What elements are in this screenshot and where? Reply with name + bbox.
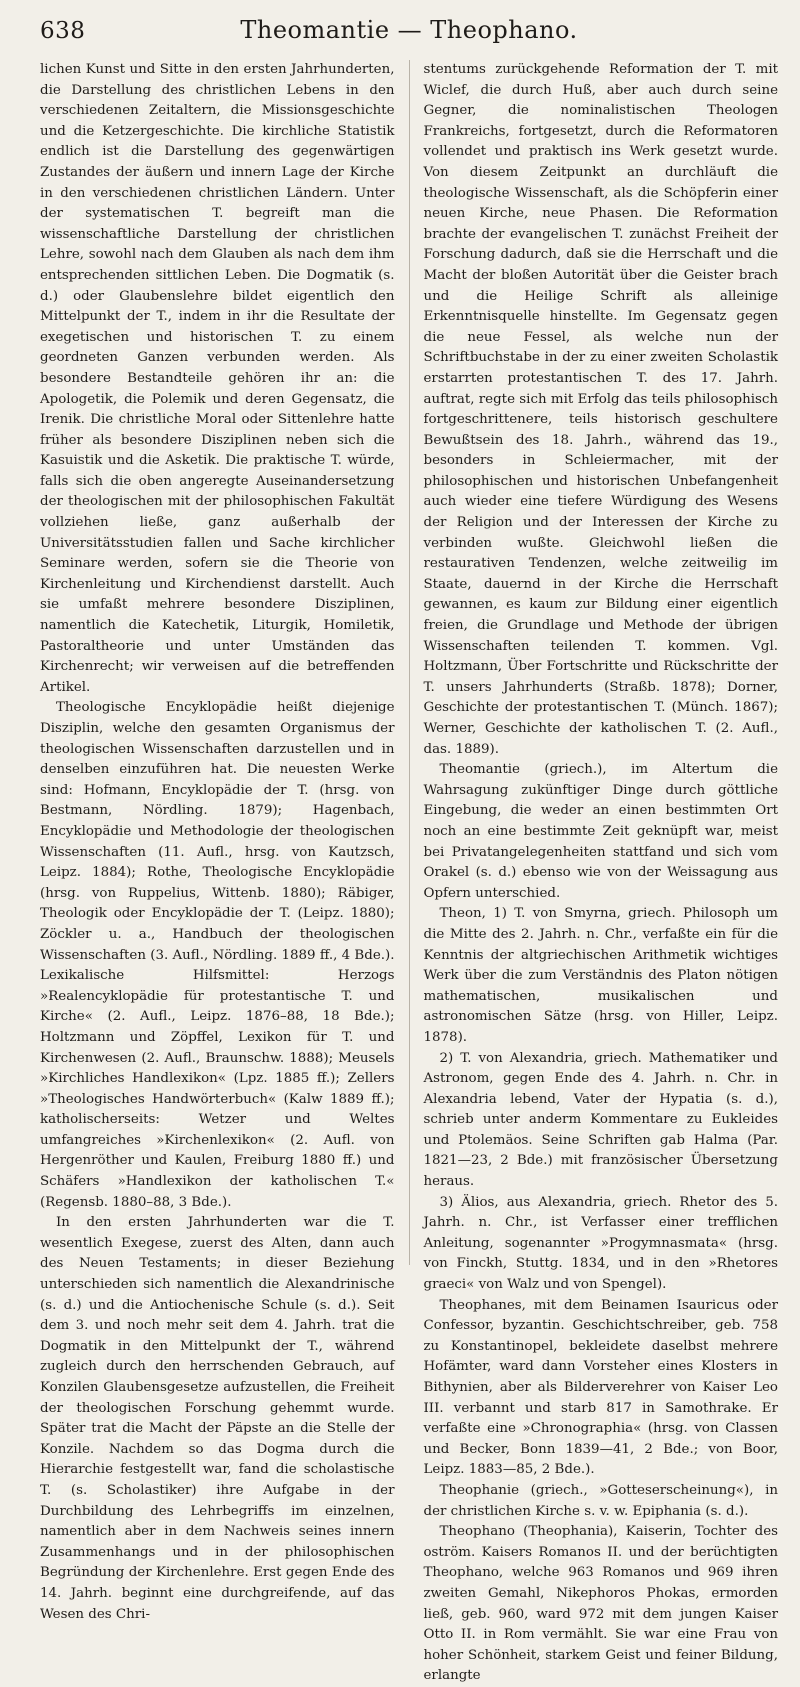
dictionary-entry: 3) Älios, aus Alexandria, griech. Rhetor des 5. Jahrh. n. Chr., ist Verfasser einer trefflichen Anleitung, sogenannter »Progymnasmata« (hrsg. von Finckh, Stuttg. 1834, und in den »Rhetores graeci« von Walz und von Spengel).	[423, 1194, 778, 1293]
left-column	[40, 60, 395, 1622]
dictionary-entry: Theophano (Theophania), Kaiserin, Tochter des oström. Kaisers Romanos II. und der berüchtigten Theophano, welche 963 Romanos und 969 ihren zweiten Gemahl, Nikephoros Phokas, ermorden ließ, geb. 960, ward 972 mit dem jungen Kaiser Otto II. in Rom vermählt. Sie war eine Frau von hoher Schönheit, starkem Geist und feiner Bildung, erlangte	[423, 1524, 778, 1684]
paragraph: Theologische Encyklopädie heißt diejenige Disziplin, welche den gesamten Organismus der theologischen Wissenschaften darzustellen und in denselben einzuführen hat. Die neuesten Werke sind: Hofmann, Encyklopädie der T. (hrsg. von Bestmann, Nördling. 1879); Hagenbach, Encyklopädie und Methodologie der theologischen Wissenschaften (11. Aufl., hrsg. von Kautzsch, Leipz. 1884); Rothe, Theologische Encyklopädie (hrsg. von Ruppelius, Wittenb. 1880); Räbiger, Theologik oder Encyklopädie der T. (Leipz. 1880); Zöckler u. a., Handbuch der theologischen Wissenschaften (3. Aufl., Nördling. 1889 ff., 4 Bde.). Lexikalische Hilfsmittel: Herzogs »Realencyklopädie für protestantische T. und Kirche« (2. Aufl., Leipz. 1876–88, 18 Bde.); Holtzmann und Zöpffel, Lexikon für T. und Kirchenwesen (2. Aufl., Braunschw. 1888); Meusels »Kirchliches Handlexikon« (Lpz. 1885 ff.); Zellers »Theologisches Handwörterbuch« (Kalw 1889 ff.); katholischerseits: Wetzer und Weltes umfangreiches »Kirchenlexikon« (2. Aufl. von Hergenröther und Kaulen, Freiburg 1880 ff.) und Schäfers »Handlexikon der katholischen T.« (Regensb. 1880–88, 3 Bde.).	[40, 700, 395, 1210]
dictionary-entry: Theomantie (griech.), im Altertum die Wahrsagung zukünftiger Dinge durch göttliche Eingebung, die weder an einen bestimmten Ort noch an eine bestimmte Zeit geknüpft war, meist bei Privatangelegenheiten stattfand und sich vom Orakel (s. d.) ebenso wie von der Weissagung aus Opfern unterschied.	[423, 762, 778, 901]
dictionary-entry: Theophanes, mit dem Beinamen Isauricus oder Confessor, byzantin. Geschichtschreiber, geb. 758 zu Konstantinopel, bekleidete daselbst mehrere Hofämter, ward dann Vorsteher eines Klosters in Bithynien, aber als Bilderverehrer von Kaiser Leo III. verbannt und starb 817 in Samothrake. Er verfaßte eine »Chronographia« (hrsg. von Classen und Becker, Bonn 1839—41, 2 Bde.; von Boor, Leipz. 1883—85, 2 Bde.).	[423, 1297, 778, 1478]
right-column	[423, 60, 779, 1684]
page-header	[40, 14, 778, 60]
dictionary-entry: 2) T. von Alexandria, griech. Mathematiker und Astronom, gegen Ende des 4. Jahrh. n. Chr. in Alexandria lebend, Vater der Hypatia (s. d.), schrieb unter anderm Kommentare zu Eukleides und Ptolemäos. Seine Schriften gab Halma (Par. 1821—23, 2 Bde.) mit französischer Übersetzung heraus.	[423, 1050, 778, 1190]
dictionary-entry: Theophanie (griech., »Gotteserscheinung«), in der christlichen Kirche s. v. w. Epiphania (s. d.).	[423, 1482, 778, 1519]
text-columns	[40, 60, 778, 1684]
dictionary-entry: Theon, 1) T. von Smyrna, griech. Philosoph um die Mitte des 2. Jahrh. n. Chr., verfaßte ein für die Kenntnis der altgriechischen Arithmetik wichtiges Werk über die zum Verständnis des Platon nötigen mathematischen, musikalischen und astronomischen Sätze (hrsg. von Hiller, Leipz. 1878).	[423, 906, 778, 1045]
running-head: Theomantie — Theophano.	[240, 16, 578, 44]
paragraph: lichen Kunst und Sitte in den ersten Jahrhunderten, die Darstellung des christlichen Lebens in den verschiedenen Zeitaltern, die Missionsgeschichte und die Ketzergeschichte. Die kirchliche Statistik endlich ist die Darstellung des gegenwärtigen Zustandes der äußern und innern Lage der Kirche in den verschiedenen christlichen Ländern. Unter der systematischen T. begreift man die wissenschaftliche Darstellung der christlichen Lehre, sowohl nach dem Glauben als nach dem ihm entsprechenden sittlichen Leben. Die Dogmatik (s. d.) oder Glaubenslehre bildet eigentlich den Mittelpunkt der T., indem in ihr die Resultate der exegetischen und historischen T. zu einem geordneten Ganzen verbunden werden. Als besondere Bestandteile gehören ihr an: die Apologetik, die Polemik und deren Gegensatz, die Irenik. Die christliche Moral oder Sittenlehre hatte früher als besondere Disziplinen neben sich die Kasuistik und die Asketik. Die praktische T. würde, falls sich die oben angeregte Auseinandersetzung der theologischen mit der philosophischen Fakultät vollziehen ließe, ganz außerhalb der Universitätsstudien fallen und Sache kirchlicher Seminare werden, sofern sie die Theorie von Kirchenleitung und Kirchendienst darstellt. Auch sie umfaßt mehrere besondere Disziplinen, namentlich die Katechetik, Liturgik, Homiletik, Pastoraltheorie und unter Umständen das Kirchenrecht; wir verweisen auf die betreffenden Artikel.	[40, 62, 395, 695]
paragraph: In den ersten Jahrhunderten war die T. wesentlich Exegese, zuerst des Alten, dann auch des Neuen Testaments; in dieser Beziehung unterschieden sich namentlich die Alexandrinische (s. d.) und die Antiochenische Schule (s. d.). Seit dem 3. und noch mehr seit dem 4. Jahrh. trat die Dogmatik in den Mittelpunkt der T., während zugleich durch den herrschenden Gebrauch, auf Konzilen Glaubensgesetze aufzustellen, die Freiheit der theologischen Forschung gehemmt wurde. Später trat die Macht der Päpste an die Stelle der Konzile. Nachdem so das Dogma durch die Hierarchie festgestellt war, fand die scholastische T. (s. Scholastiker) ihre Aufgabe in der Durchbildung des Lehrbegriffs im einzelnen, namentlich aber in dem Nachweis seines innern Zusammenhangs und in der philosophischen Begründung der Kirchenlehre. Erst gegen Ende des 14. Jahrh. beginnt eine durchgreifende, auf das Wesen des Chri-	[40, 1215, 395, 1622]
paragraph: stentums zurückgehende Reformation der T. mit Wiclef, die durch Huß, aber auch durch seine Gegner, die nominalistischen Theologen Frankreichs, fortgesetzt, durch die Reformatoren vollendet und praktisch ins Werk gesetzt wurde. Von diesem Zeitpunkt an durchläuft die theologische Wissenschaft, als die Schöpferin einer neuen Kirche, neue Phasen. Die Reformation brachte der evangelischen T. zunächst Freiheit der Forschung dadurch, daß sie die Herrschaft und die Macht der bloßen Autorität über die Geister brach und die Heilige Schrift als alleinige Erkenntnisquelle hinstellte. Im Gegensatz gegen die neue Fessel, als welche nun der Schriftbuchstabe in der zu einer zweiten Scholastik erstarrten protestantischen T. des 17. Jahrh. auftrat, regte sich mit Erfolg das teils philosophisch fortgeschrittenere, teils historisch geschultere Bewußtsein des 18. Jahrh., während das 19., besonders in Schleiermacher, mit der philosophischen und historischen Unbefangenheit auch wieder eine tiefere Würdigung des Wesens der Religion und der Interessen der Kirche zu verbinden wußte. Gleichwohl ließen die restaurativen Tendenzen, welche zeitweilig im Staate, dauernd in der Kirche die Herrschaft gewannen, es kaum zur Bildung einer eigentlich freien, die Grundlage und Methode der übrigen Wissenschaften teilenden T. kommen. Vgl. Holtzmann, Über Fortschritte und Rückschritte der T. unsers Jahrhunderts (Straßb. 1878); Dorner, Geschichte der protestantischen T. (Münch. 1867); Werner, Geschichte der katholischen T. (2. Aufl., das. 1889).	[423, 62, 778, 757]
column-divider	[409, 60, 410, 1265]
page-number: 638	[40, 18, 86, 44]
